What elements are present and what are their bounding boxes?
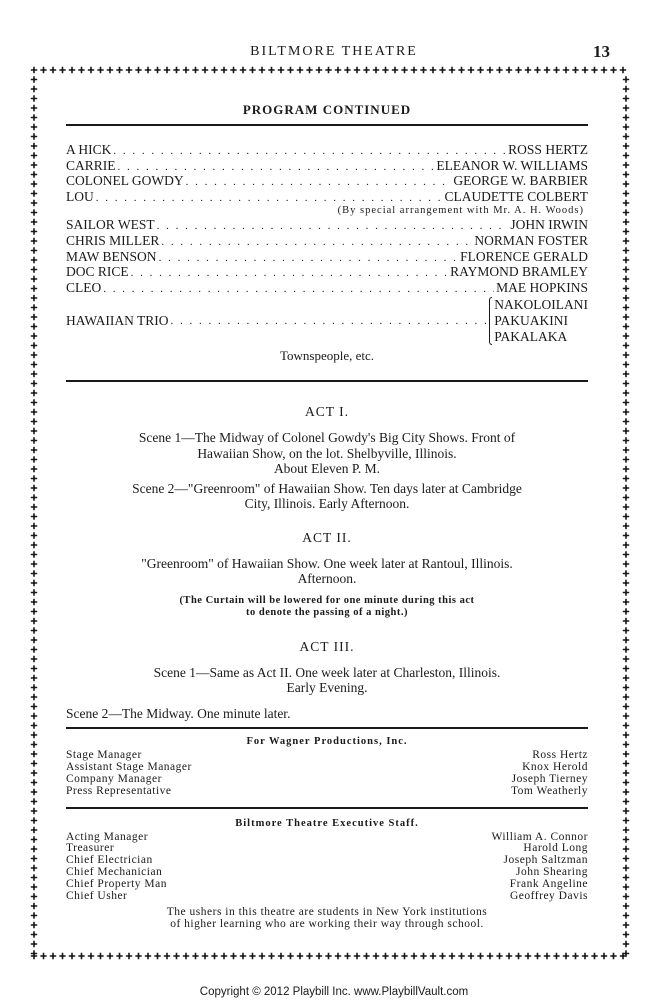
- act-title: ACT III.: [299, 638, 355, 654]
- staff-title: Acting Manager: [66, 830, 149, 843]
- cast-role: CLEO: [66, 279, 102, 295]
- staff-title: Chief Mechanician: [66, 865, 163, 878]
- cast-actor: ELEANOR W. WILLIAMS: [436, 157, 588, 173]
- act-title: ACT II.: [302, 529, 352, 545]
- staff-name: Frank Angeline: [509, 877, 588, 890]
- trio-member: PAKUAKINI: [494, 312, 569, 328]
- staff-row: [66, 786, 588, 798]
- copyright-footer: Copyright © 2012 Playbill Inc. www.PlaybillVault.com: [199, 986, 469, 998]
- scene-description: [66, 556, 588, 587]
- scene-line: Scene 1—The Midway of Colonel Gowdy's Big City Shows. Front of: [138, 430, 516, 446]
- curtain-line: (The Curtain will be lowered for one minute during this act: [179, 594, 475, 606]
- staff-name: Geoffrey Davis: [510, 889, 588, 902]
- cast-role: LOU: [66, 188, 94, 204]
- townspeople-note: Townspeople, etc.: [279, 348, 375, 364]
- ushers-line: of higher learning who are working their way through school.: [170, 918, 484, 931]
- cast-role: A HICK: [66, 142, 112, 157]
- ushers-note: [66, 906, 588, 930]
- scene-line: Scene 2—The Midway. One minute later.: [66, 705, 291, 721]
- staff-title: Chief Property Man: [66, 877, 167, 890]
- cast-row: [66, 142, 588, 158]
- staff-name: Ross Hertz: [532, 749, 588, 762]
- cast-row: [66, 189, 588, 205]
- staff-title: Chief Usher: [66, 889, 128, 902]
- cast-actor: ROSS HERTZ: [508, 142, 588, 157]
- scene-line: Scene 2—"Greenroom" of Hawaiian Show. Ten days later at Cambridge: [132, 480, 522, 496]
- scene-description: [66, 430, 588, 477]
- cast-actor: RAYMOND BRAMLEY: [450, 264, 588, 280]
- cast-role: COLONEL GOWDY: [66, 173, 184, 189]
- scene-line: Hawaiian Show, on the lot. Shelbyville, Illinois.: [197, 445, 457, 461]
- trio-member: NAKOLOILANI: [494, 296, 588, 312]
- cast-role: SAILOR WEST: [66, 217, 155, 233]
- staff-name: Joseph Tierney: [511, 772, 588, 785]
- staff-title: Treasurer: [66, 842, 115, 855]
- staff-name: John Shearing: [516, 865, 588, 878]
- curtain-note: [66, 595, 588, 619]
- header-title: BILTMORE THEATRE: [250, 44, 418, 59]
- biltmore-heading: Biltmore Theatre Executive Staff.: [235, 817, 419, 829]
- cast-actor: JOHN IRWIN: [510, 217, 588, 233]
- staff-row: [66, 832, 588, 844]
- staff-name: Joseph Saltzman: [503, 854, 588, 867]
- staff-row: [66, 774, 588, 786]
- staff-title: Press Representative: [66, 784, 172, 797]
- staff-title: Chief Electrician: [66, 854, 153, 867]
- cast-actor: FLORENCE GERALD: [460, 248, 588, 264]
- cast-role: MAW BENSON: [66, 248, 157, 264]
- program-content: [66, 98, 588, 930]
- divider: [66, 807, 588, 809]
- cast-actor: MAE HOPKINS: [496, 279, 588, 295]
- cast-role: DOC RICE: [66, 264, 129, 280]
- hawaiian-trio-row: [66, 295, 588, 346]
- scene-line: Early Evening.: [286, 680, 368, 696]
- cast-row: [66, 280, 588, 296]
- page-number: 13: [593, 42, 610, 61]
- divider: [66, 124, 588, 126]
- wagner-heading: For Wagner Productions, Inc.: [246, 736, 408, 748]
- staff-row: [66, 879, 588, 891]
- cast-actor: NORMAN FOSTER: [474, 232, 588, 248]
- divider: [66, 727, 588, 729]
- scene-line: City, Illinois. Early Afternoon.: [244, 496, 410, 512]
- scene-line: About Eleven P. M.: [273, 461, 381, 477]
- cast-actor: GEORGE W. BARBIER: [453, 173, 588, 189]
- cast-role: HAWAIIAN TRIO: [66, 312, 169, 328]
- ushers-line: The ushers in this theatre are students in New York institutions: [166, 906, 488, 919]
- staff-name: Knox Herold: [522, 761, 588, 774]
- cast-row: [66, 173, 588, 189]
- wagner-staff-list: [66, 750, 588, 797]
- act-title: ACT I.: [304, 404, 349, 420]
- curtain-line: to denote the passing of a night.): [246, 606, 408, 618]
- staff-title: Assistant Stage Manager: [66, 761, 192, 774]
- trio-member: PAKALAKA: [494, 328, 568, 344]
- staff-row: [66, 867, 588, 879]
- cast-row: [66, 158, 588, 174]
- cast-role: CHRIS MILLER: [66, 232, 160, 248]
- cast-role: CARRIE: [66, 157, 116, 173]
- program-title: PROGRAM CONTINUED: [242, 102, 412, 117]
- cast-list: [66, 142, 588, 366]
- scene-line: "Greenroom" of Hawaiian Show. One week later at Rantoul, Illinois.: [141, 555, 513, 571]
- cast-row: [66, 233, 588, 249]
- scene-line: Scene 1—Same as Act II. One week later at Charleston, Illinois.: [153, 664, 501, 680]
- staff-title: Stage Manager: [66, 749, 142, 762]
- staff-name: William A. Connor: [491, 830, 588, 843]
- biltmore-staff-list: [66, 832, 588, 903]
- divider: [66, 380, 588, 382]
- special-arrangement-note: (By special arrangement with Mr. A. H. Woods): [337, 205, 584, 217]
- cast-actor: CLAUDETTE COLBERT: [444, 188, 588, 204]
- staff-title: Company Manager: [66, 772, 162, 785]
- cast-row: [66, 217, 588, 233]
- brace-icon: [489, 297, 492, 345]
- scene-description: [66, 665, 588, 696]
- trio-members: [494, 297, 588, 345]
- scene-description: [66, 481, 588, 512]
- staff-name: Tom Weatherly: [510, 784, 588, 797]
- scene-description: [66, 706, 588, 722]
- cast-row: [66, 264, 588, 280]
- staff-row: [66, 891, 588, 903]
- staff-name: Harold Long: [523, 842, 588, 855]
- scene-line: Afternoon.: [297, 571, 357, 587]
- cast-row: [66, 249, 588, 265]
